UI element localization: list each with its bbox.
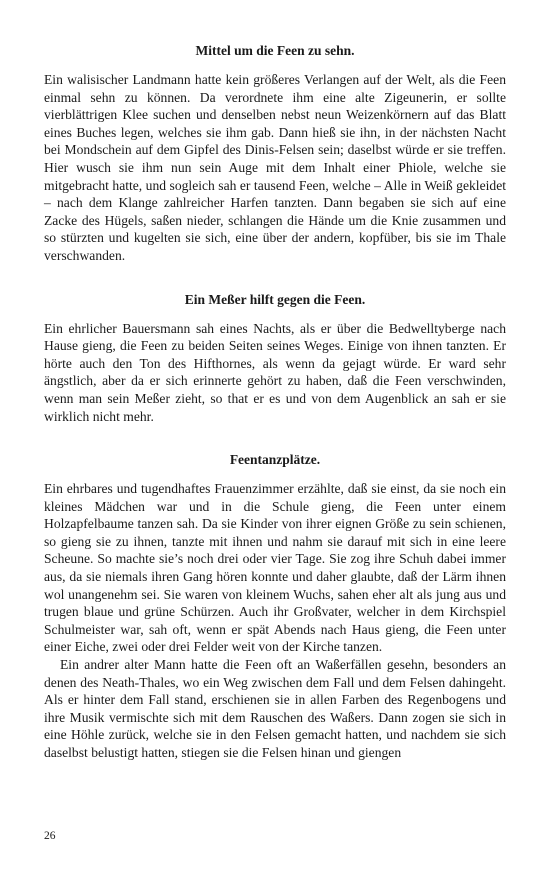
section-title: Feentanzplätze. xyxy=(229,452,321,468)
paragraph: Ein ehrbares und tugendhaftes Frauenzimmer erzählte, daß sie einst, da sie noch ein kleines Mädchen war und in die Schule gieng, die Feen unter einem Holzapfelbaume tanzen sah. Da sie Kinder von ihrer eignen Größe zu sein schienen, so gieng sie zu ihnen, tanzte mit ihnen und nahm sie darauf mit sich in eine leere Scheune. So machte sie’s noch drei oder vier Tage. Sie zog ihre Schuh dabei immer aus, da sie niemals ihren Gang hören konnte und daher glaubte, daß der Lärm ihnen wol unangenehm sei. Sie waren von kleinem Wuchs, sahen eher alt als jung aus und trugen blaue und grüne Schürzen. Auch ihr Großvater, welcher in dem Kirchspiel Schulmeister war, sah oft, wenn er spät Abends nach Haus gieng, die Feen unter einer Eiche, zwei oder drei Felder weit von der Kirche tanzen. xyxy=(44,481,506,655)
paragraph: Ein walisischer Landmann hatte kein größeres Verlangen auf der Welt, als die Feen einmal sehn zu können. Da verordnete ihm eine alte Zigeunerin, er sollte vierblättrigen Klee suchen und denselben nebst neun Weizenkörnern auf das Blatt eines Buches legen, welches sie ihm gab. Dann hieß sie ihn, in der nächsten Nacht bei Mondschein auf dem Gipfel des Dinis-Felsen sein; daselbst würde er sie treffen. Hier wusch sie ihm nun sein Auge mit dem Inhalt einer Phiole, welche sie mitgebracht hatte, und sogleich sah er tausend Feen, welche – Alle in Weiß gekleidet – nach dem Klange zahlreicher Harfen tanzten. Dann begaben sie sich auf eine Zacke des Hügels, saßen nieder, schlangen die Hände um die Knie zusammen und so stürzten und kugelten sie sich, eine über der andern, kopfüber, bis sie im Thale verschwanden. xyxy=(44,72,506,263)
paragraph: Ein ehrlicher Bauersmann sah eines Nachts, als er über die Bedwelltyberge nach Hause gieng, die Feen zu beiden Seiten seines Weges. Einige von ihnen tanzten. Er hörte auch den Ton des Hifthornes, als wenn da gejagt würde. Er ward sehr ängstlich, aber da er sich erinnerte gehört zu haben, daß die Feen verschwinden, wenn man sein Meßer zieht, so that er es und von dem Augenblick an sah er sie wirklich nicht mehr. xyxy=(44,320,506,424)
section-title: Ein Meßer hilft gegen die Feen. xyxy=(184,291,366,307)
section-feentanzplaetze xyxy=(44,451,506,762)
section-messer xyxy=(44,291,506,426)
page-number: 26 xyxy=(44,830,56,842)
section-feen-sehn xyxy=(44,42,506,265)
book-page xyxy=(44,42,506,762)
section-title: Mittel um die Feen zu sehn. xyxy=(195,43,355,58)
paragraph: Ein andrer alter Mann hatte die Feen oft an Waßerfällen gesehn, besonders an denen des Neath-Thales, wo ein Weg zwischen dem Fall und dem Felsen dahingeht. Als er hinter dem Fall stand, erschienen sie in allen Farben des Regenbogens und ihre Musik vermischte sich mit dem Rauschen des Waßers. Dann zogen sie sich in eine Höhle zurück, welche sie in den Felsen gemacht hatten, und nachdem sie sich daselbst belustigt hatten, stiegen sie die Felsen hinan und giengen xyxy=(44,657,506,760)
